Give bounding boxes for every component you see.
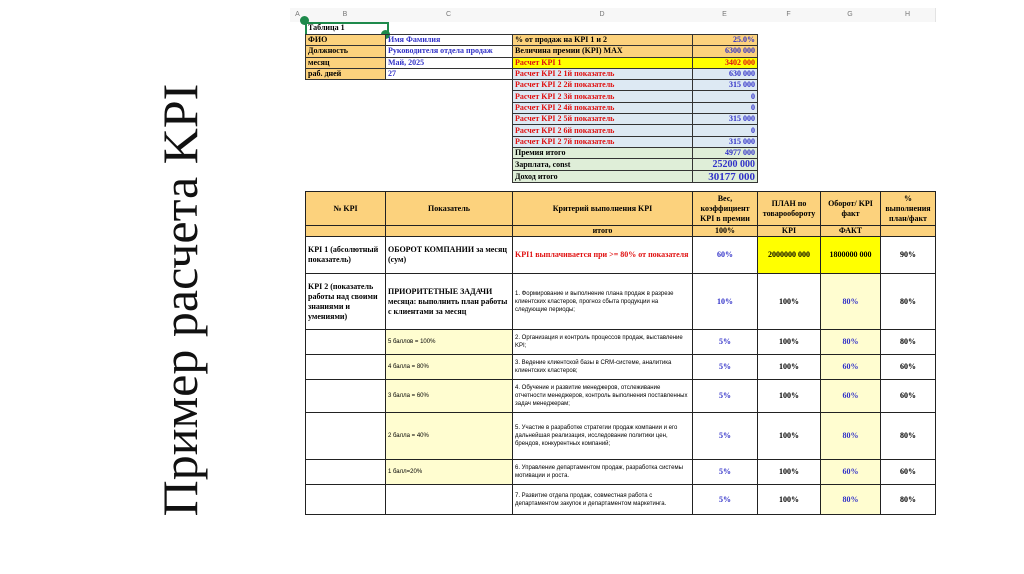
kpi-cell[interactable]: 100%: [758, 330, 821, 355]
kpi-row: [306, 413, 936, 460]
calc-label[interactable]: Расчет KPI 2 2й показатель: [513, 80, 693, 91]
kpi-cell[interactable]: KPI 1 (абсолютный показатель): [306, 237, 386, 274]
column-header-g[interactable]: G: [820, 8, 881, 22]
kpi-cell[interactable]: [306, 460, 386, 485]
kpi-cell[interactable]: KPI 2 (показатель работы над своими знаниями и умениями): [306, 274, 386, 330]
kpi-cell[interactable]: [306, 485, 386, 515]
kpi-cell[interactable]: [306, 330, 386, 355]
kpi-cell[interactable]: 80%: [821, 485, 881, 515]
kpi-cell[interactable]: ПРИОРИТЕТНЫЕ ЗАДАЧИ месяца: выполнить план работы с клиентами за месяц: [386, 274, 513, 330]
info-label[interactable]: ФИО: [306, 35, 386, 46]
kpi-row: [306, 355, 936, 380]
info-value[interactable]: Имя Фамилия: [386, 35, 514, 46]
kpi-subheader: KPI: [758, 226, 821, 237]
kpi-cell[interactable]: [306, 380, 386, 413]
info-label[interactable]: Должность: [306, 46, 386, 57]
calc-row: [513, 80, 758, 91]
info-row: [306, 35, 514, 46]
kpi-header: Оборот/ KPI факт: [821, 192, 881, 226]
kpi-cell[interactable]: 5%: [693, 485, 758, 515]
calc-value[interactable]: 0: [693, 102, 758, 113]
kpi-cell[interactable]: 6. Управление департаментом продаж, разработка системы мотивации и роста.: [513, 460, 693, 485]
kpi-cell[interactable]: 5%: [693, 413, 758, 460]
kpi-cell[interactable]: 60%: [881, 355, 936, 380]
column-header-e[interactable]: E: [692, 8, 758, 22]
kpi-subheader: 100%: [693, 226, 758, 237]
calc-row: [513, 57, 758, 68]
calc-value[interactable]: 3402 000: [693, 57, 758, 68]
info-row: [306, 57, 514, 68]
calc-row: [513, 102, 758, 113]
calc-label[interactable]: Расчет KPI 2 3й показатель: [513, 91, 693, 102]
kpi-row: [306, 237, 936, 274]
kpi-cell[interactable]: 60%: [821, 355, 881, 380]
kpi-subheader: [881, 226, 936, 237]
kpi-cell[interactable]: 100%: [758, 355, 821, 380]
kpi-cell[interactable]: 100%: [758, 413, 821, 460]
slide-title: Пример расчета KPI: [152, 83, 208, 517]
kpi-row: [306, 460, 936, 485]
kpi-row: [306, 380, 936, 413]
kpi-subheader: ФАКТ: [821, 226, 881, 237]
kpi-cell[interactable]: 60%: [881, 380, 936, 413]
calc-value[interactable]: 315 000: [693, 136, 758, 147]
kpi-cell[interactable]: 60%: [881, 460, 936, 485]
kpi-cell[interactable]: 5%: [693, 460, 758, 485]
kpi-cell[interactable]: 80%: [881, 413, 936, 460]
kpi-cell[interactable]: 2. Организация и контроль процессов продаж, выставление KPI;: [513, 330, 693, 355]
calc-value[interactable]: 0: [693, 91, 758, 102]
kpi-subheader: [386, 226, 513, 237]
calc-label[interactable]: Расчет KPI 2 4й показатель: [513, 102, 693, 113]
kpi-header: Критерий выполнения KPI: [513, 192, 693, 226]
sheet-caption: Таблица 1: [308, 23, 345, 32]
calc-label[interactable]: Доход итого: [513, 171, 693, 183]
kpi-cell[interactable]: 90%: [881, 237, 936, 274]
info-row: [306, 68, 514, 79]
column-header-a[interactable]: A: [290, 8, 306, 22]
kpi-cell[interactable]: 3 балла = 60%: [386, 380, 513, 413]
kpi-header: ПЛАН по товарообороту: [758, 192, 821, 226]
kpi-cell[interactable]: 80%: [821, 413, 881, 460]
kpi-cell[interactable]: [306, 413, 386, 460]
column-header-d[interactable]: D: [512, 8, 693, 22]
kpi-cell[interactable]: 1800000 000: [821, 237, 881, 274]
kpi-cell[interactable]: 100%: [758, 274, 821, 330]
employee-info-table: [305, 34, 514, 80]
info-row: [306, 46, 514, 57]
kpi-cell[interactable]: 5%: [693, 355, 758, 380]
kpi-cell[interactable]: 60%: [693, 237, 758, 274]
info-label[interactable]: раб. дней: [306, 68, 386, 79]
column-header-f[interactable]: F: [757, 8, 821, 22]
kpi-cell[interactable]: KPI1 выплачивается при >= 80% от показателя: [513, 237, 693, 274]
spreadsheet: [290, 2, 940, 532]
calc-row: [513, 125, 758, 136]
calc-row: [513, 159, 758, 171]
calc-value[interactable]: 25.0%: [693, 35, 758, 46]
info-value[interactable]: 27: [386, 68, 514, 79]
kpi-cell[interactable]: 1. Формирование и выполнение плана продаж в разрезе клиентских кластеров, прогноз сбыта продукции на следующие периоды;: [513, 274, 693, 330]
kpi-cell[interactable]: 4. Обучение и развитие менеджеров, отслеживание отчетности менеджеров, контроль выполнения поставленных задач менеджерам;: [513, 380, 693, 413]
calc-row: [513, 91, 758, 102]
kpi-subheader: [306, 226, 386, 237]
kpi-cell[interactable]: 10%: [693, 274, 758, 330]
kpi-cell[interactable]: 80%: [881, 274, 936, 330]
column-header-c[interactable]: C: [385, 8, 513, 22]
calc-value[interactable]: 6300 000: [693, 46, 758, 57]
kpi-cell[interactable]: [386, 485, 513, 515]
calc-label[interactable]: Величина премии (KPI) MAX: [513, 46, 693, 57]
calc-value[interactable]: 4977 000: [693, 147, 758, 158]
kpi-header: Показатель: [386, 192, 513, 226]
kpi-cell[interactable]: 5. Участие в разработке стратегии продаж компании и его дальнейшая реализация, исследование политики цен, брендов, конкурентных компаний;: [513, 413, 693, 460]
kpi-cell[interactable]: 100%: [758, 485, 821, 515]
info-label[interactable]: месяц: [306, 57, 386, 68]
kpi-cell[interactable]: 4 балла = 80%: [386, 355, 513, 380]
calc-label[interactable]: Премия итого: [513, 147, 693, 158]
kpi-cell[interactable]: 80%: [821, 330, 881, 355]
column-header-b[interactable]: B: [305, 8, 386, 22]
calc-row: [513, 68, 758, 79]
calc-value[interactable]: 315 000: [693, 80, 758, 91]
calc-value[interactable]: 0: [693, 125, 758, 136]
kpi-cell[interactable]: 60%: [821, 380, 881, 413]
kpi-header: № KPI: [306, 192, 386, 226]
kpi-cell[interactable]: 5%: [693, 380, 758, 413]
calc-value[interactable]: 25200 000: [693, 159, 758, 171]
kpi-row: [306, 330, 936, 355]
calc-row: [513, 35, 758, 46]
calc-row: [513, 114, 758, 125]
kpi-subheader: итого: [513, 226, 693, 237]
info-value[interactable]: Май, 2025: [386, 57, 514, 68]
calc-value[interactable]: 630 000: [693, 68, 758, 79]
kpi-row: [306, 274, 936, 330]
kpi-cell[interactable]: 1 балл=20%: [386, 460, 513, 485]
column-header-h[interactable]: H: [880, 8, 936, 22]
calc-label[interactable]: Расчет KPI 1: [513, 57, 693, 68]
calc-label[interactable]: Расчет KPI 2 1й показатель: [513, 68, 693, 79]
kpi-cell[interactable]: 80%: [881, 330, 936, 355]
kpi-cell[interactable]: [306, 355, 386, 380]
kpi-cell[interactable]: 5 баллов = 100%: [386, 330, 513, 355]
kpi-header: Вес, коэффициент KPI в премии: [693, 192, 758, 226]
calc-label[interactable]: % от продаж на KPI 1 и 2: [513, 35, 693, 46]
kpi-row: [306, 485, 936, 515]
kpi-cell[interactable]: ОБОРОТ КОМПАНИИ за месяц (сум): [386, 237, 513, 274]
calc-value[interactable]: 315 000: [693, 114, 758, 125]
calc-row: [513, 171, 758, 183]
calc-row: [513, 147, 758, 158]
kpi-cell[interactable]: 5%: [693, 330, 758, 355]
kpi-cell[interactable]: 100%: [758, 460, 821, 485]
bonus-calc-table: [512, 34, 758, 183]
kpi-cell[interactable]: 3. Ведение клиентской базы в CRM-системе, аналитика клиентских кластеров;: [513, 355, 693, 380]
info-value[interactable]: Руководителя отдела продаж: [386, 46, 514, 57]
kpi-cell[interactable]: 60%: [821, 460, 881, 485]
kpi-cell[interactable]: 100%: [758, 380, 821, 413]
kpi-header: % выполнения план/факт: [881, 192, 936, 226]
kpi-cell[interactable]: 80%: [821, 274, 881, 330]
calc-label[interactable]: Расчет KPI 2 5й показатель: [513, 114, 693, 125]
calc-label[interactable]: Расчет KPI 2 7й показатель: [513, 136, 693, 147]
calc-row: [513, 46, 758, 57]
kpi-cell[interactable]: 2 балла = 40%: [386, 413, 513, 460]
calc-row: [513, 136, 758, 147]
kpi-cell[interactable]: 7. Развитие отдела продаж, совместная работа с департаментом закупок и департаментом маркетинга.: [513, 485, 693, 515]
calc-value[interactable]: 30177 000: [693, 171, 758, 183]
kpi-cell[interactable]: 80%: [881, 485, 936, 515]
kpi-table: [305, 191, 936, 515]
kpi-cell[interactable]: 2000000 000: [758, 237, 821, 274]
calc-label[interactable]: Расчет KPI 2 6й показатель: [513, 125, 693, 136]
calc-label[interactable]: Зарплата, const: [513, 159, 693, 171]
